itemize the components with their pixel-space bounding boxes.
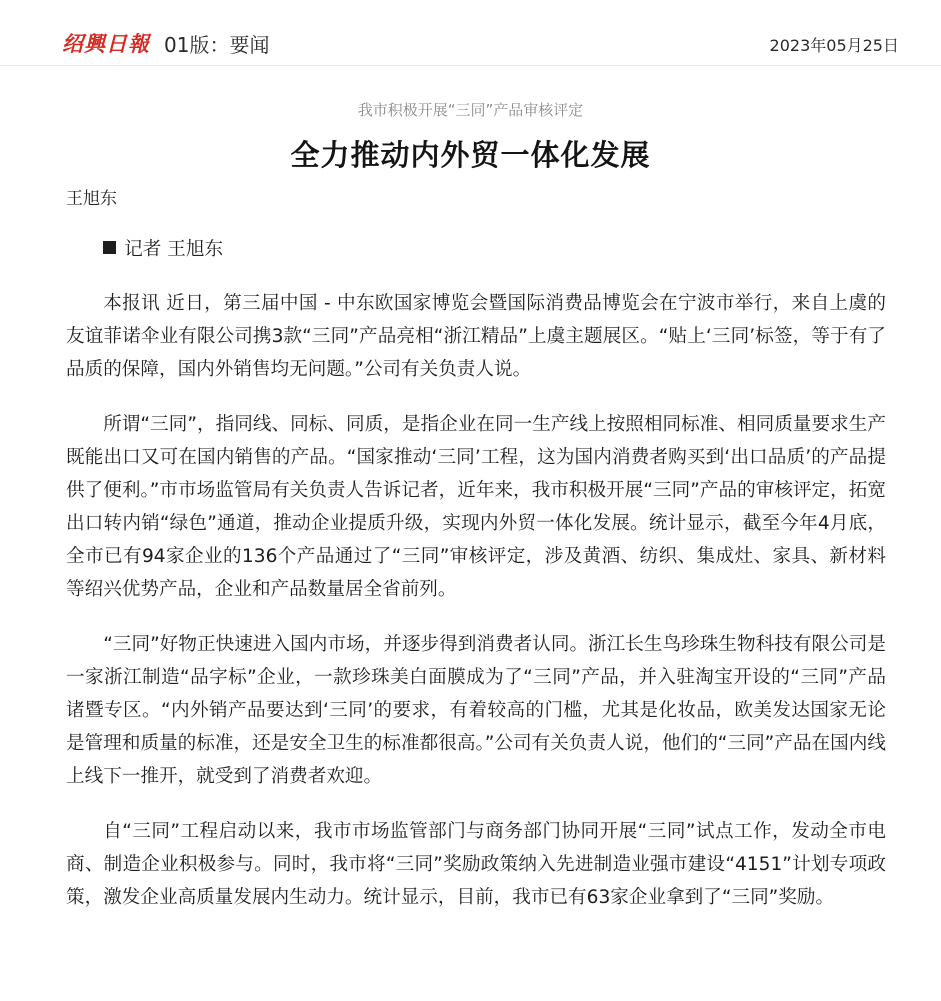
byline-text: 记者 王旭东 xyxy=(124,239,224,260)
article-headline: 全力推动内外贸一体化发展 xyxy=(290,138,651,172)
article-body xyxy=(66,233,886,936)
paragraph: 本报讯 近日，第三届中国 - 中东欧国家博览会暨国际消费品博览会在宁波市举行，来自上虞的友谊菲诺伞业有限公司携3款“三同”产品亮相“浙江精品”上虞主题展区。“贴上‘三同’标签，等于有了品质的保障，国内外销售均无问题。”公司有关负责人说。 xyxy=(66,293,886,380)
top-bar xyxy=(0,0,941,66)
article-author: 王旭东 xyxy=(66,189,117,209)
issue-date: 2023年05月25日 xyxy=(769,36,899,55)
paragraph: 自“三同”工程启动以来，我市市场监管部门与商务部门协同开展“三同”试点工作，发动全市电商、制造企业积极参与。同时，我市将“三同”奖励政策纳入先进制造业强市建设“4151”计划专项政策，激发企业高质量发展内生动力。统计显示，目前，我市已有63家企业拿到了“三同”奖励。 xyxy=(66,821,886,908)
square-bullet-icon xyxy=(103,241,116,254)
byline xyxy=(66,233,886,266)
article-kicker: 我市积极开展“三同”产品审核评定 xyxy=(357,101,584,119)
paragraph: “三同”好物正快速进入国内市场，并逐步得到消费者认同。浙江长生鸟珍珠生物科技有限公司是一家浙江制造“品字标”企业，一款珍珠美白面膜成为了“三同”产品，并入驻淘宝开设的“三同”产品诸暨专区。“内外销产品要达到‘三同’的要求，有着较高的门槛，尤其是化妆品，欧美发达国家无论是管理和质量的标准，还是安全卫生的标准都很高。”公司有关负责人说，他们的“三同”产品在国内线上线下一推开，就受到了消费者欢迎。 xyxy=(66,634,886,787)
paragraph: 所谓“三同”，指同线、同标、同质，是指企业在同一生产线上按照相同标准、相同质量要求生产既能出口又可在国内销售的产品。“国家推动‘三同’工程，这为国内消费者购买到‘出口品质’的产品提供了便利。”市市场监管局有关负责人告诉记者，近年来，我市积极开展“三同”产品的审核评定，拓宽出口转内销“绿色”通道，推动企业提质升级，实现内外贸一体化发展。统计显示，截至今年4月底，全市已有94家企业的136个产品通过了“三同”审核评定，涉及黄酒、纺织、集成灶、家具、新材料等绍兴优势产品，企业和产品数量居全省前列。 xyxy=(66,414,886,600)
newspaper-logo[interactable]: 绍興日報 xyxy=(62,31,150,56)
edition-label[interactable]: 01版：要闻 xyxy=(164,33,270,57)
